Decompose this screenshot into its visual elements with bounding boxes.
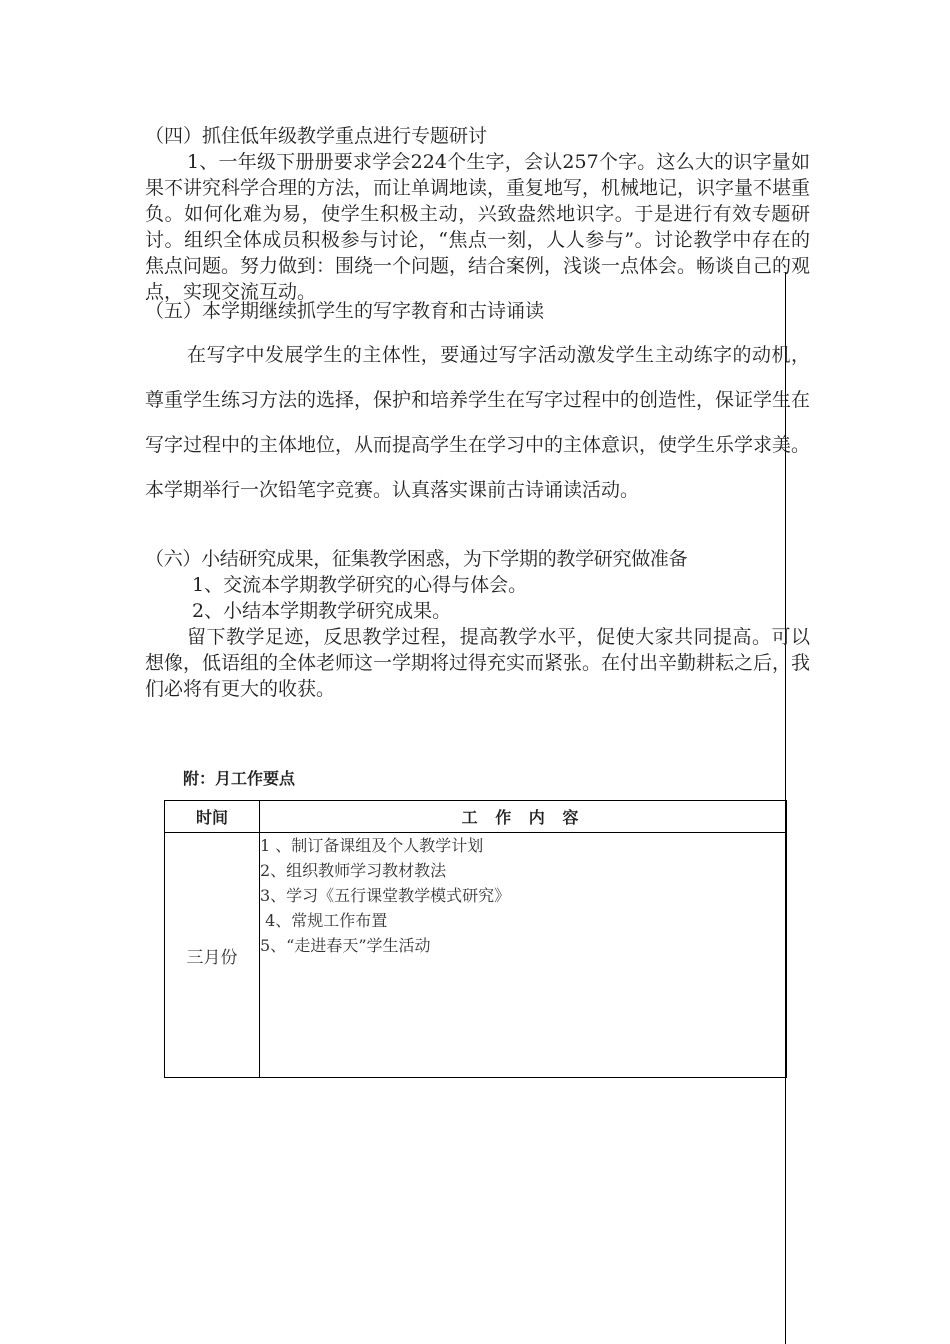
table-header-row (165, 801, 787, 833)
monthly-plan-table (164, 800, 787, 1078)
work-item: 1 、制订备课组及个人教学计划 (260, 836, 484, 855)
section-6-item: 2、小结本学期教学研究成果。 (192, 600, 452, 622)
table-row (165, 833, 787, 1078)
work-item: 5、“走进春天”学生活动 (260, 936, 431, 955)
section-6-closing: 留下教学足迹，反思教学过程，提高教学水平，促使大家共同提高。可以想像，低语组的全体老师这一学期将过得充实而紧张。在付出辛勤耕耘之后，我们必将有更大的收获。 (145, 626, 811, 700)
section-6-item: 1、交流本学期教学研究的心得与体会。 (192, 574, 528, 596)
section-6-heading: （六）小结研究成果，征集教学困惑，为下学期的教学研究做准备 (145, 548, 688, 570)
section-5-body: 在写字中发展学生的主体性，要通过写字活动激发学生主动练字的动机，尊重学生练习方法的选择，保护和培养学生在写字过程中的创造性，保证学生在写字过程中的主体地位，从而提高学生在学习中的主体意识，使学生乐学求美。本学期举行一次铅笔字竞赛。认真落实课前古诗诵读活动。 (145, 344, 811, 501)
month-cell: 三月份 (165, 833, 260, 1078)
section-4-body: 1、一年级下册册要求学会224个生字，会认257个字。这么大的识字量如果不讲究科学合理的方法，而让单调地读，重复地写，机械地记，识字量不堪重负。如何化难为易，使学生积极主动，兴致盎然地识字。于是进行有效专题研讨。组织全体成员积极参与讨论，“焦点一刻，人人参与”。讨论教学中存在的焦点问题。努力做到：围绕一个问题，结合案例，浅谈一点体会。畅谈自己的观点，实现交流互动。 (145, 151, 811, 303)
section-5 (145, 298, 810, 513)
header-time: 时间 (165, 801, 260, 833)
appendix-title: 附：月工作要点 (183, 769, 296, 788)
section-4 (145, 123, 810, 305)
section-4-heading: （四）抓住低年级教学重点进行专题研讨 (145, 125, 488, 147)
section-5-heading: （五）本学期继续抓学生的写字教育和古诗诵读 (145, 300, 545, 322)
work-item: 4、常规工作布置 (260, 911, 388, 930)
section-6 (145, 546, 810, 702)
work-items-cell (260, 833, 787, 1078)
header-content: 工 作 内 容 (260, 801, 787, 833)
work-item: 3、学习《五行课堂教学模式研究》 (260, 886, 511, 905)
work-item: 2、组织教师学习教材教法 (260, 861, 447, 880)
